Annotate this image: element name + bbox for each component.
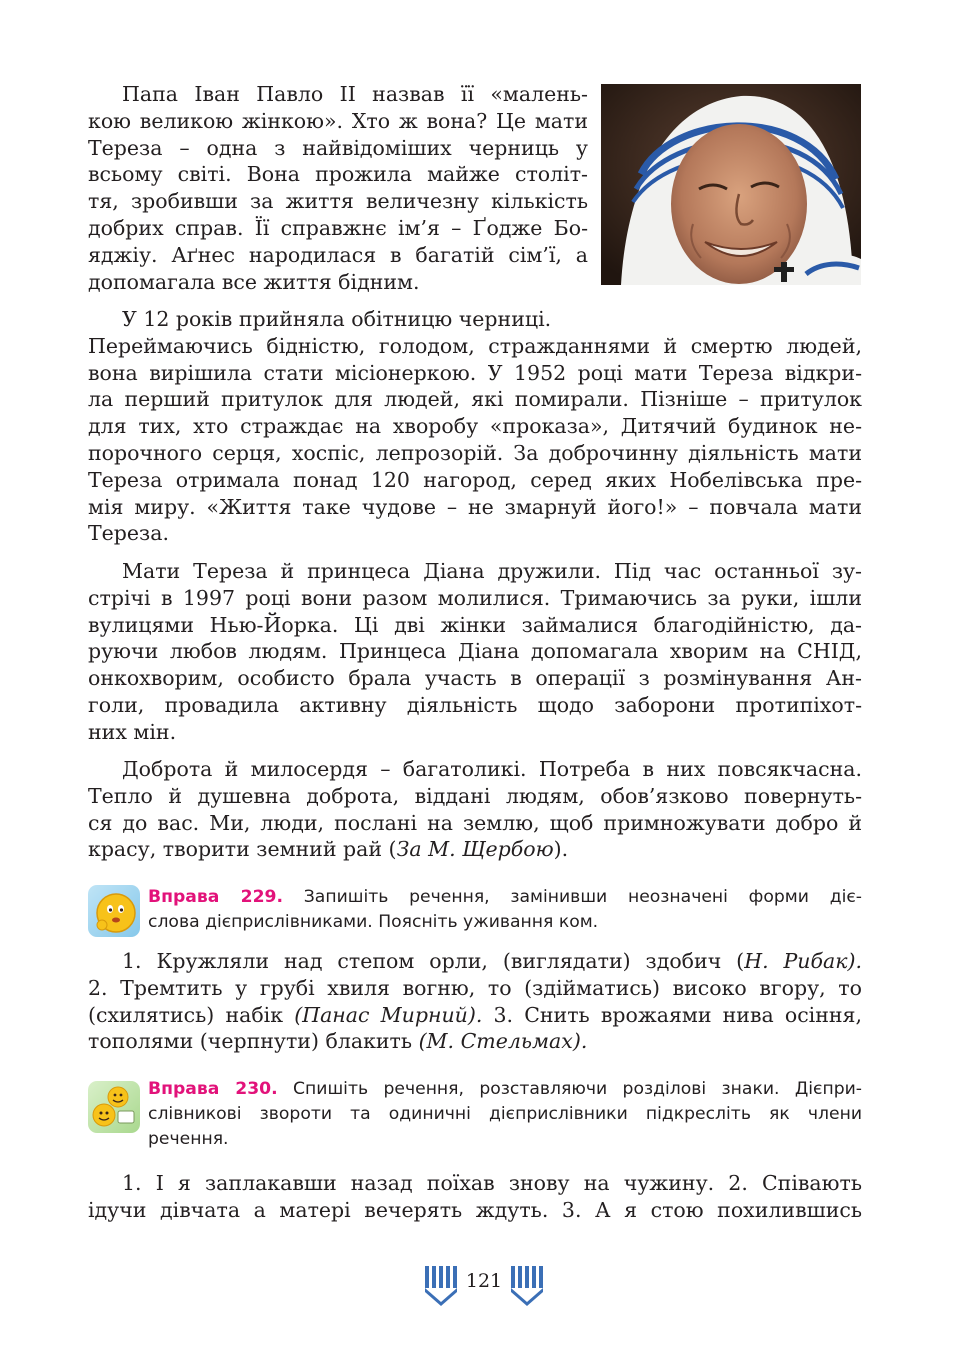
smiley-thinking-icon	[88, 885, 140, 937]
text-line	[88, 948, 862, 975]
page-number-footer	[421, 1262, 547, 1306]
text-line: Тереза.	[88, 521, 169, 546]
text-line: Папа Іван Павло ІІ назвав її «малень-	[122, 82, 588, 106]
text-line: Переймаючись бідністю, голодом, стражданнями й смертю людей,	[88, 333, 862, 358]
exercise-229-task	[88, 885, 862, 941]
text-line: слова дієприслівниками. Поясніть уживання ком.	[148, 912, 599, 932]
text-line: допомагала все життя бідним.	[88, 269, 420, 294]
text-line	[88, 1002, 862, 1029]
text-segment: 1. Кружляли над степом орли, (виглядати) здобич (	[122, 949, 745, 973]
text-segment: 3. Снить врожаями нива осіння,	[482, 1002, 863, 1027]
mother-teresa-photo	[601, 84, 861, 285]
text-line: для тих, хто страждає на хворобу «проказа», Дитячий будинок не-	[88, 414, 862, 439]
text-segment: красу, творити земний рай (	[88, 837, 397, 862]
text-line	[88, 1028, 862, 1055]
text-line: мія миру. «Життя таке чудове – не змарнуй його!» – повчала мати	[88, 494, 862, 519]
exercise-label: Вправа 229.	[148, 887, 284, 907]
text-line: 2. Тремтить у грубі хвиля вогню, то (здійматись) високо вгору, то	[88, 975, 862, 1000]
text-line: У 12 років прийняла обітницю черниці.	[122, 307, 552, 331]
paragraph-kindness	[88, 756, 862, 863]
text-line: вона вирішила стати місіонеркою. У 1952 році мати Тереза відкри-	[88, 360, 862, 385]
exercise-229-sentences	[88, 948, 862, 1055]
exercise-label: Вправа 230.	[148, 1079, 278, 1099]
text-segment: ).	[553, 837, 569, 862]
text-line: Доброта й милосердя – багатоликі. Потреба в них повсякчасна.	[122, 757, 862, 781]
text-line: онкохворим, особисто брала участь в операції з розмінування Ан-	[88, 666, 862, 691]
exercise-230-task	[88, 1077, 862, 1157]
text-line	[148, 885, 862, 910]
text-line: Тереза – одна з найвідоміших черниць у	[88, 135, 588, 160]
text-line: них мін.	[88, 719, 177, 744]
text-line: порочного серця, хоспіс, лепрозорій. За доброчинну діяльність мати	[88, 440, 862, 465]
paragraph-mission	[88, 306, 862, 547]
source-citation: (М. Стельмах).	[418, 1029, 588, 1054]
text-line: речення.	[148, 1129, 229, 1149]
text-line: тя, зробивши за життя величезну кількість	[88, 189, 588, 214]
text-line: всьому світі. Вона прожила майже століт-	[88, 162, 588, 187]
exercise-230-instructions	[148, 1077, 862, 1152]
text-line	[148, 1077, 862, 1102]
text-line: Мати Тереза й принцеса Діана дружили. Під час останньої зу-	[122, 559, 862, 583]
text-line: 1. І я заплакавши назад поїхав знову на чужину. 2. Співають	[122, 1171, 862, 1195]
smiley-pencil-icon	[88, 1081, 140, 1133]
text-segment: Запишіть речення, замінивши неозначені форми діє-	[283, 887, 862, 907]
text-line: слівникові звороти та одиничні дієприслівники підкресліть як члени	[148, 1104, 862, 1124]
text-line: ла перший притулок для людей, які помирали. Пізніше – притулок	[88, 387, 862, 412]
source-citation: (Панас Мирний).	[294, 1002, 483, 1027]
paragraph-diana	[88, 558, 862, 746]
text-line: голи, провадила активну діяльність щодо заборони протипіхот-	[88, 692, 862, 717]
text-line: Тереза отримала понад 120 нагород, серед яких Нобелівська пре-	[88, 467, 862, 492]
text-line: руючи любов людям. Принцеса Діана допомагала хворим на СНІД,	[88, 639, 862, 664]
text-line: вулицями Нью-Йорка. Ці дві жінки займалися благодійністю, да-	[88, 612, 862, 637]
text-segment: Спишіть речення, розставляючи розділові знаки. Дієпри-	[277, 1079, 863, 1099]
exercise-230-sentences	[88, 1170, 862, 1224]
source-citation: За М. Щербою	[396, 837, 554, 862]
exercise-229-instructions	[148, 885, 862, 935]
page-number: 121	[465, 1270, 503, 1292]
text-segment: (схилятись) набік	[88, 1002, 295, 1027]
text-line: Тепло й душевна доброта, віддані людям, обов’язково повернуть-	[88, 783, 862, 808]
text-line: кою великою жінкою». Хто ж вона? Це мати	[88, 108, 588, 133]
text-line: яджіу. Аґнес народилася в багатій сім’ї, а	[88, 242, 588, 267]
text-line: ся до вас. Ми, люди, послані на землю, щоб примножувати добро й	[88, 810, 862, 835]
text-segment: тополями (черпнути) блакить	[88, 1029, 419, 1054]
text-line: добрих справ. Її справжнє ім’я – Ґодже Бо-	[88, 215, 588, 240]
text-line	[88, 836, 862, 863]
text-line: стрічі в 1997 році вони разом молилися. Тримаючись за руки, ішли	[88, 585, 862, 610]
paragraph-intro	[88, 81, 588, 295]
text-line: ідучи дівчата а матері вечерять ждуть. 3. А я стою похилившись	[88, 1197, 862, 1222]
source-citation: Н. Рибак).	[744, 949, 863, 973]
